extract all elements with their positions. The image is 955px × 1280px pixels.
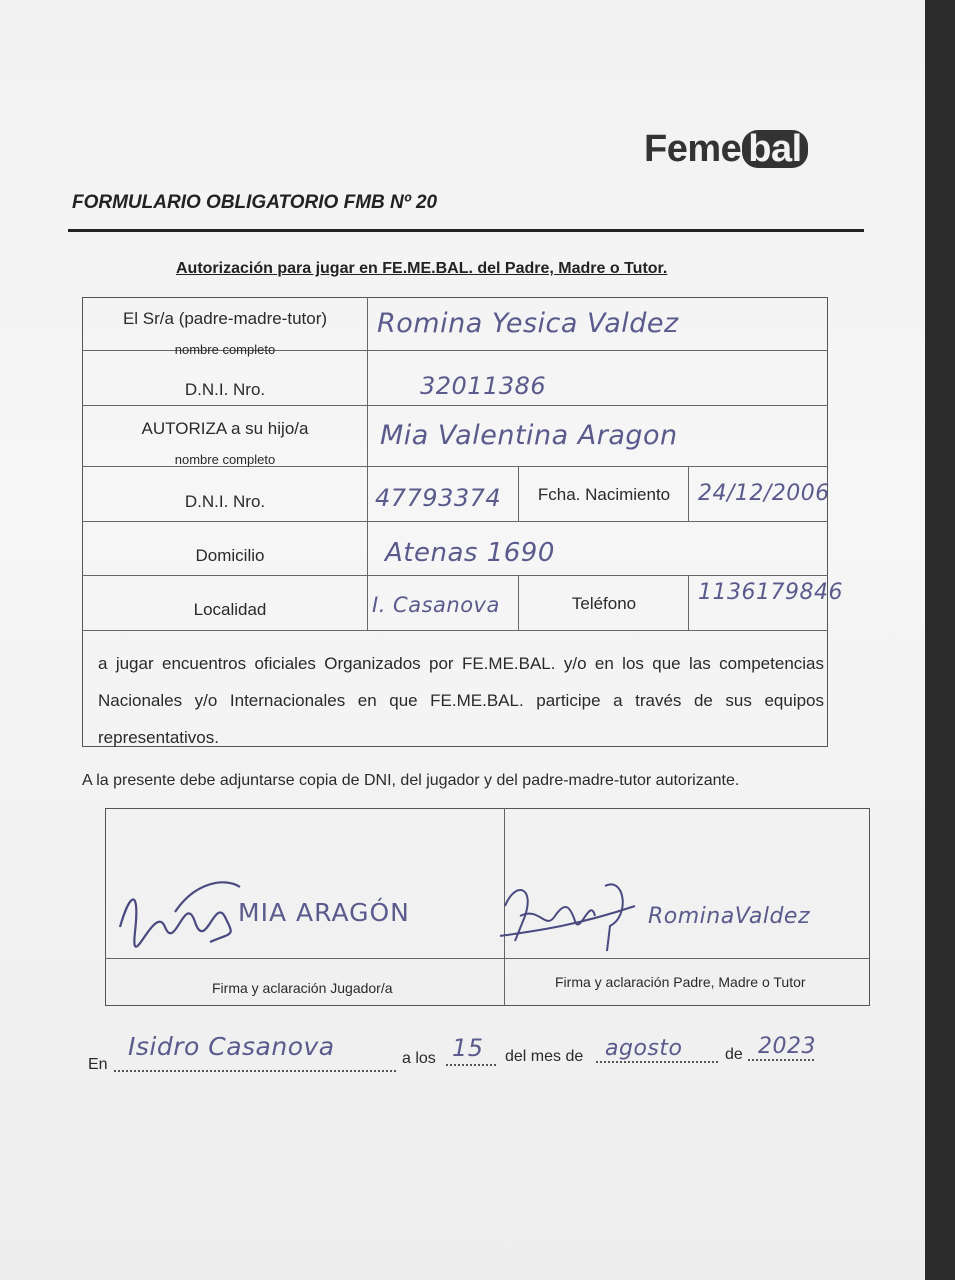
footer-year-value: 2023 bbox=[758, 1034, 816, 1059]
table-rule bbox=[518, 466, 519, 521]
footer-month-label: del mes de bbox=[505, 1048, 584, 1065]
form-subtitle: Autorización para jugar en FE.ME.BAL. del Padre, Madre o Tutor. bbox=[176, 260, 668, 277]
table-rule bbox=[82, 521, 828, 522]
footer-day-value: 15 bbox=[452, 1034, 484, 1062]
footer-a-los-label: a los bbox=[402, 1050, 436, 1067]
birth-date-label: Fcha. Nacimiento bbox=[537, 485, 671, 504]
address-label: Domicilio bbox=[195, 546, 265, 565]
parent-sublabel: nombre completo bbox=[174, 342, 276, 357]
table-rule bbox=[367, 297, 368, 630]
footer-en-label: En bbox=[88, 1056, 108, 1073]
city-label: Localidad bbox=[193, 600, 267, 619]
phone-label: Teléfono bbox=[571, 594, 637, 613]
child-sublabel: nombre completo bbox=[174, 452, 276, 467]
parent-signature-caption: Firma y aclaración Padre, Madre o Tutor bbox=[555, 974, 806, 990]
parent-name-value: Romina Yesica Valdez bbox=[377, 308, 679, 339]
footer-month-value: agosto bbox=[605, 1036, 683, 1061]
player-signature-scribble bbox=[115, 872, 245, 962]
form-title: FORMULARIO OBLIGATORIO FMB Nº 20 bbox=[72, 192, 438, 213]
attachment-note: A la presente debe adjuntarse copia de DNI, del jugador y del padre-madre-tutor autorizante. bbox=[82, 772, 740, 789]
parent-signature-scribble bbox=[495, 876, 640, 956]
child-label: AUTORIZA a su hijo/a bbox=[141, 419, 309, 438]
title-divider bbox=[68, 229, 864, 232]
player-signature-caption: Firma y aclaración Jugador/a bbox=[212, 980, 393, 996]
parent-label: El Sr/a (padre-madre-tutor) bbox=[122, 309, 328, 328]
address-value: Atenas 1690 bbox=[385, 538, 555, 568]
footer-de-label: de bbox=[725, 1046, 743, 1063]
phone-value: 1136179846 bbox=[698, 580, 843, 605]
table-rule bbox=[688, 466, 689, 521]
footer-place-line bbox=[114, 1060, 396, 1072]
authorization-paragraph: a jugar encuentros oficiales Organizados por FE.ME.BAL. y/o en los que las competencias Nacionales y/o Internacionales en que FE.ME.BAL. participe a través de sus equipos representativos. bbox=[98, 654, 824, 747]
table-rule bbox=[688, 575, 689, 630]
dni-parent-value: 32011386 bbox=[420, 372, 547, 400]
logo-text: Feme bbox=[644, 128, 742, 170]
parent-printed-name: RominaValdez bbox=[648, 904, 810, 929]
table-rule bbox=[82, 575, 828, 576]
dni-parent-label: D.N.I. Nro. bbox=[184, 380, 266, 399]
table-rule bbox=[82, 405, 828, 406]
dni-child-label: D.N.I. Nro. bbox=[184, 492, 266, 511]
child-name-value: Mia Valentina Aragon bbox=[380, 420, 678, 451]
table-rule bbox=[82, 630, 828, 631]
city-value: I. Casanova bbox=[372, 593, 500, 617]
logo-text-badge: bal bbox=[742, 130, 807, 168]
dni-child-value: 47793374 bbox=[375, 484, 502, 512]
player-printed-name: MIA ARAGÓN bbox=[238, 898, 410, 927]
birth-date-value: 24/12/2006 bbox=[698, 481, 830, 506]
table-rule bbox=[518, 575, 519, 630]
footer-place-value: Isidro Casanova bbox=[128, 1032, 335, 1061]
femebal-logo bbox=[644, 128, 808, 171]
